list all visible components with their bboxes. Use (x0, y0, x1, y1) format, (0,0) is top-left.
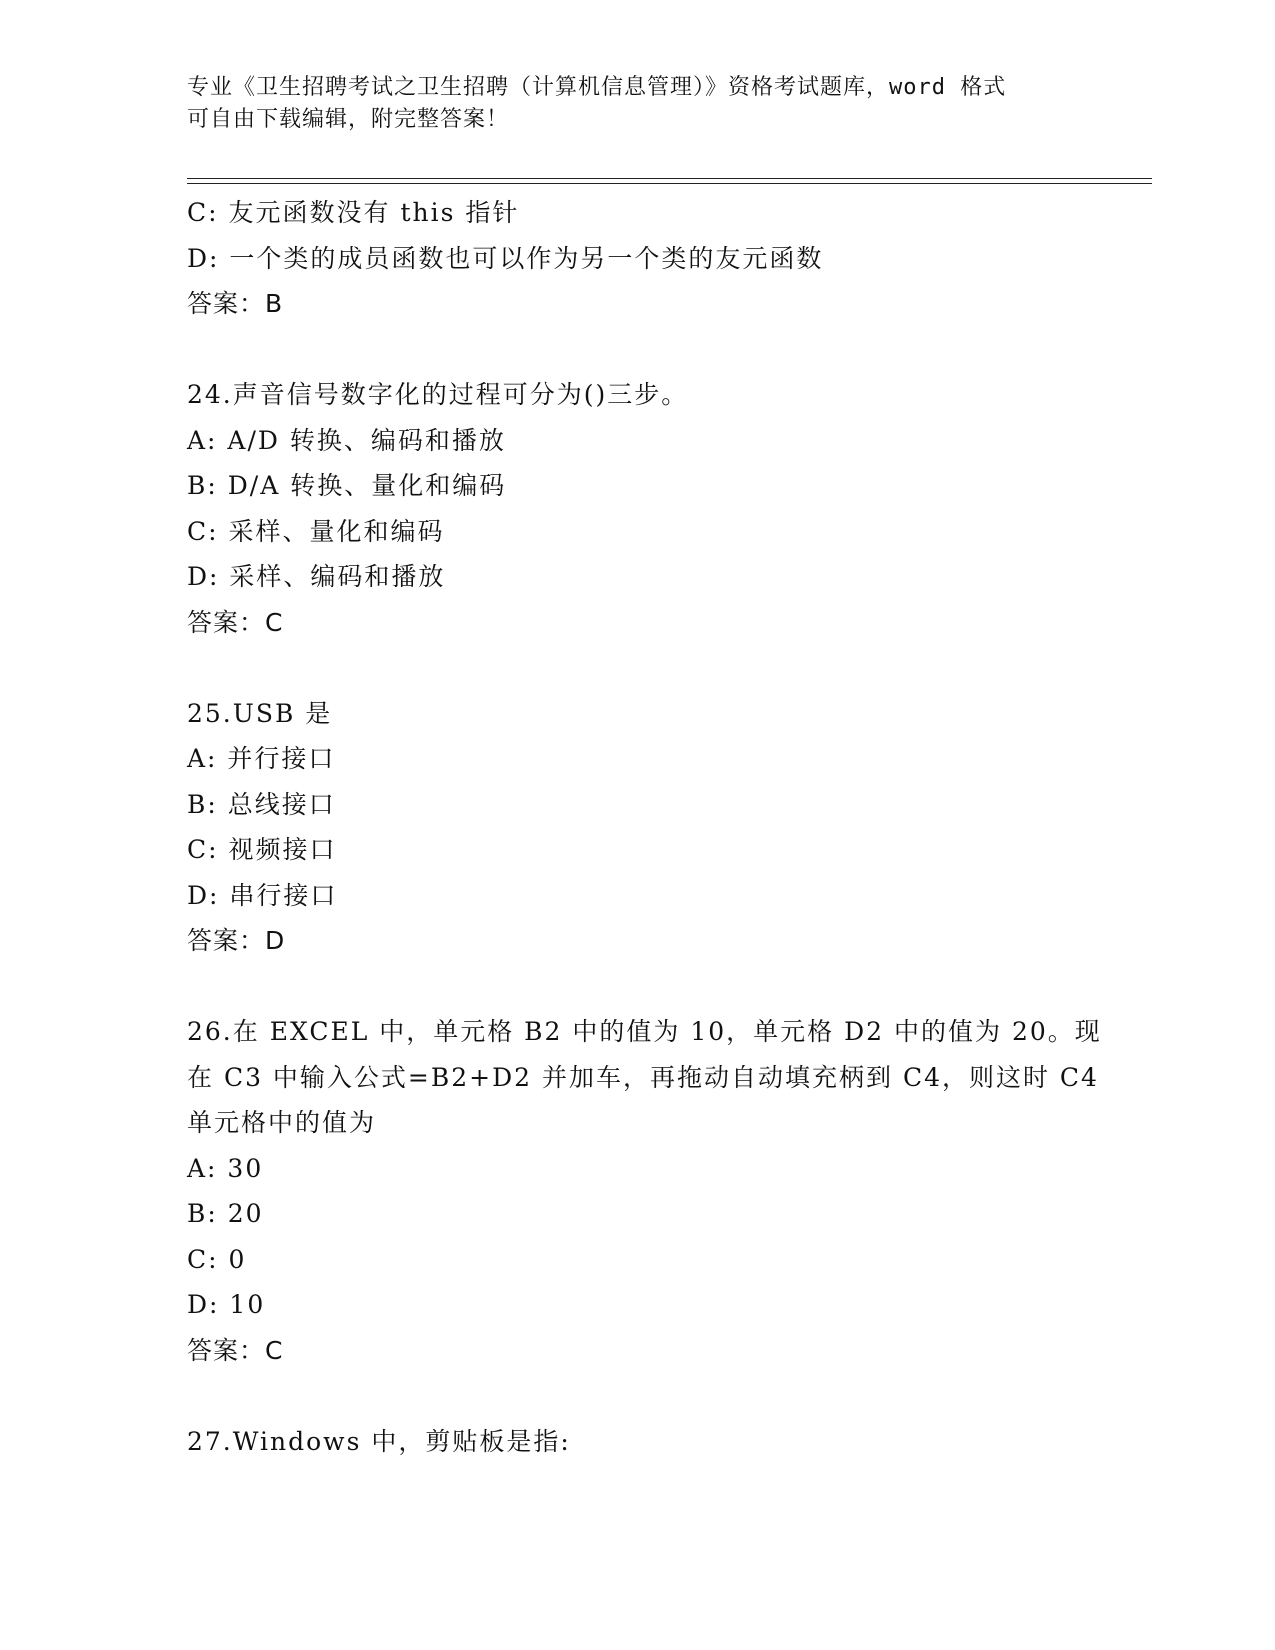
question-block-26 (187, 1009, 1102, 1373)
option-d: D: 串行接口 (187, 880, 338, 910)
option-c: C: 0 (187, 1244, 247, 1274)
question-block-prev (187, 190, 1087, 327)
question-stem: 25.USB 是 (187, 698, 333, 728)
question-list (187, 190, 1102, 1464)
option-d: D: 采样、编码和播放 (187, 562, 446, 591)
option-d: D: 10 (187, 1290, 266, 1319)
header-title-line-1: 专业《卫生招聘考试之卫生招聘（计算机信息管理）》资格考试题库，word 格式 (187, 75, 1007, 100)
spacer (187, 1373, 1087, 1419)
spacer (187, 327, 1087, 373)
question-block-24 (187, 372, 1087, 645)
question-stem-line-1: 26.在 EXCEL 中，单元格 B2 中的值为 10，单元格 D2 中的值为 20。现 (187, 1017, 1102, 1046)
option-b: B: 总线接口 (187, 789, 336, 819)
document-header (187, 72, 1067, 136)
spacer (187, 964, 1087, 1010)
question-block-25 (187, 691, 1087, 964)
option-b: B: 20 (187, 1199, 264, 1228)
answer-line: 答案：C (187, 1335, 284, 1365)
option-a: A: A/D 转换、编码和播放 (187, 425, 506, 455)
answer-line: 答案：D (187, 926, 286, 955)
answer-line: 答案：C (187, 607, 284, 637)
option-a: A: 30 (187, 1153, 264, 1183)
header-title-line-2: 可自由下载编辑，附完整答案！ (187, 107, 510, 132)
question-stem-line-3: 单元格中的值为 (187, 1108, 377, 1137)
option-d: D: 一个类的成员函数也可以作为另一个类的友元函数 (187, 243, 824, 273)
spacer (187, 645, 1087, 691)
question-block-27 (187, 1419, 1087, 1465)
option-c: C: 采样、量化和编码 (187, 516, 445, 546)
option-b: B: D/A 转换、量化和编码 (187, 471, 507, 500)
question-stem: 24.声音信号数字化的过程可分为()三步。 (187, 380, 689, 409)
question-stem: 27.Windows 中，剪贴板是指: (187, 1426, 571, 1456)
option-a: A: 并行接口 (187, 744, 336, 773)
answer-line: 答案：B (187, 289, 284, 318)
header-divider-top (187, 178, 1152, 179)
header-divider-bottom (187, 183, 1152, 184)
option-c: C: 友元函数没有 this 指针 (187, 198, 520, 227)
question-stem-line-2: 在 C3 中输入公式=B2+D2 并加车，再拖动自动填充柄到 C4，则这时 C4 (187, 1062, 1099, 1092)
option-c: C: 视频接口 (187, 835, 337, 864)
